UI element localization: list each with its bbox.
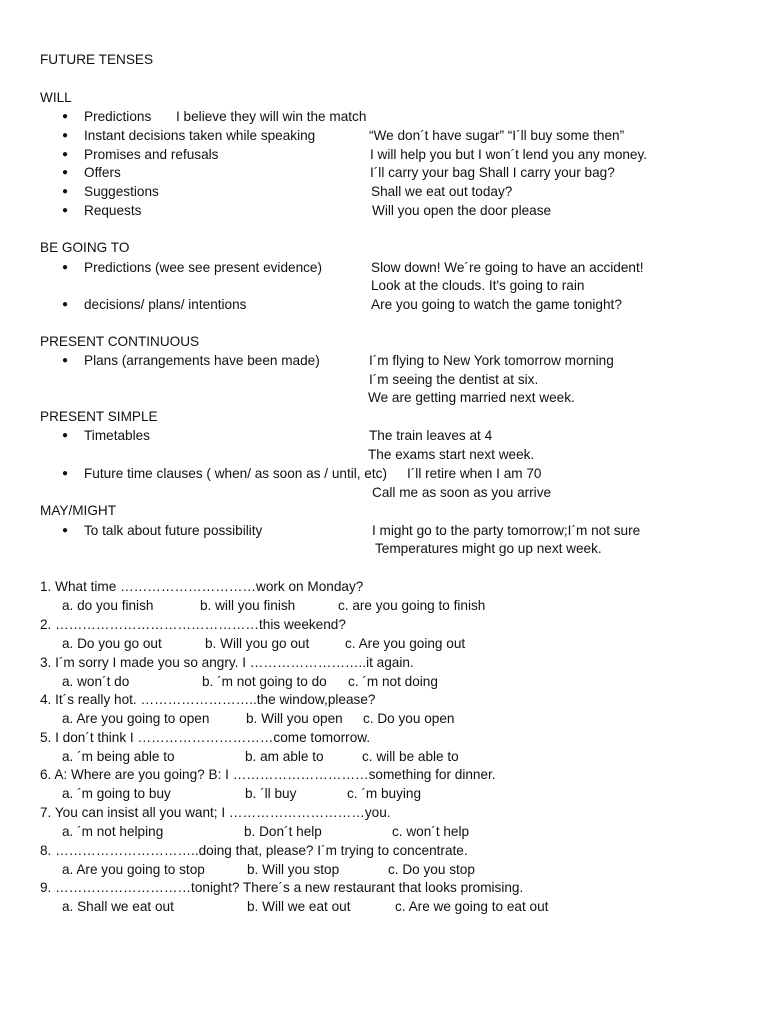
use-example: Will you open the door please <box>372 203 552 218</box>
exercise-option-c: c. Do you stop <box>388 862 475 877</box>
bullet-icon: ● <box>62 111 69 122</box>
exercise-option-a: a. won´t do <box>62 674 130 689</box>
use-example: I´ll carry your bag Shall I carry your bag? <box>370 165 615 180</box>
use-example: I´ll retire when I am 70 <box>407 466 542 481</box>
exercise-question: 9. …………………………tonight? There´s a new restaurant that looks promising. <box>40 880 524 895</box>
page-title: FUTURE TENSES <box>40 52 154 67</box>
use-label: Suggestions <box>84 184 159 199</box>
exercise-option-c: c. Are you going out <box>345 636 466 651</box>
exercise-option-a: a. Shall we eat out <box>62 899 174 914</box>
exercise-option-a: a. ´m going to buy <box>62 786 171 801</box>
bullet-icon: ● <box>62 262 69 273</box>
use-label: Predictions (wee see present evidence) <box>84 260 323 275</box>
exercise-option-c: c. won´t help <box>392 824 470 839</box>
heading-present-simple: PRESENT SIMPLE <box>40 409 158 424</box>
exercise-question: 4. It´s really hot. ……………………..the window,please? <box>40 692 376 707</box>
use-example: Are you going to watch the game tonight? <box>371 297 622 312</box>
exercise-option-a: a. ´m being able to <box>62 749 175 764</box>
use-example: Shall we eat out today? <box>371 184 513 199</box>
exercise-question: 7. You can insist all you want; I …………………………you. <box>40 805 391 820</box>
use-example: The exams start next week. <box>368 447 535 462</box>
use-label: decisions/ plans/ intentions <box>84 297 247 312</box>
exercise-question: 5. I don´t think I …………………………come tomorrow. <box>40 730 371 745</box>
exercise-option-b: b. ´m not going to do <box>202 674 327 689</box>
exercise-option-c: c. ´m buying <box>347 786 422 801</box>
use-label: To talk about future possibility <box>84 523 263 538</box>
bullet-icon: ● <box>62 149 69 160</box>
heading-will: WILL <box>40 90 72 105</box>
exercise-option-b: b. am able to <box>245 749 324 764</box>
exercise-option-a: a. ´m not helping <box>62 824 164 839</box>
use-example: I believe they will win the match <box>176 109 367 124</box>
bullet-icon: ● <box>62 205 69 216</box>
exercise-option-c: c. are you going to finish <box>338 598 486 613</box>
exercise-option-b: b. ´ll buy <box>245 786 297 801</box>
use-label: Predictions <box>84 109 152 124</box>
heading-may-might: MAY/MIGHT <box>40 503 117 518</box>
use-label: Offers <box>84 165 121 180</box>
heading-going-to: BE GOING TO <box>40 240 130 255</box>
exercise-option-b: b. Will you stop <box>247 862 340 877</box>
bullet-icon: ● <box>62 525 69 536</box>
use-label: Requests <box>84 203 142 218</box>
use-example: The train leaves at 4 <box>369 428 493 443</box>
exercise-option-c: c. Do you open <box>363 711 455 726</box>
exercise-option-a: a. Are you going to stop <box>62 862 205 877</box>
use-example: “We don´t have sugar” “I´ll buy some then” <box>369 128 625 143</box>
exercise-option-b: b. Will you go out <box>205 636 310 651</box>
exercise-question: 6. A: Where are you going? B: I …………………………something for dinner. <box>40 767 496 782</box>
bullet-icon: ● <box>62 468 69 479</box>
exercise-option-b: b. Will you open <box>246 711 343 726</box>
exercise-question: 8. …………………………..doing that, please? I´m trying to concentrate. <box>40 843 468 858</box>
exercise-question: 2. ………………………………………this weekend? <box>40 617 346 632</box>
exercise-option-a: a. Do you go out <box>62 636 162 651</box>
use-example: I will help you but I won´t lend you any money. <box>370 147 648 162</box>
exercise-option-c: c. will be able to <box>362 749 459 764</box>
use-example: I´m seeing the dentist at six. <box>369 372 539 387</box>
bullet-icon: ● <box>62 130 69 141</box>
use-example: I´m flying to New York tomorrow morning <box>369 353 614 368</box>
exercise-option-b: b. Don´t help <box>244 824 322 839</box>
bullet-icon: ● <box>62 186 69 197</box>
bullet-icon: ● <box>62 355 69 366</box>
use-example: Look at the clouds. It's going to rain <box>371 278 585 293</box>
exercise-option-b: b. will you finish <box>200 598 296 613</box>
use-label: Instant decisions taken while speaking <box>84 128 316 143</box>
bullet-icon: ● <box>62 299 69 310</box>
use-example: Temperatures might go up next week. <box>375 541 602 556</box>
exercise-option-a: a. Are you going to open <box>62 711 210 726</box>
use-example: I might go to the party tomorrow;I´m not sure <box>372 523 641 538</box>
exercise-option-c: c. ´m not doing <box>348 674 438 689</box>
use-example: Slow down! We´re going to have an accident! <box>371 260 644 275</box>
heading-present-continuous: PRESENT CONTINUOUS <box>40 334 200 349</box>
exercise-option-a: a. do you finish <box>62 598 154 613</box>
use-example: Call me as soon as you arrive <box>372 485 552 500</box>
use-label: Plans (arrangements have been made) <box>84 353 320 368</box>
use-label: Future time clauses ( when/ as soon as / until, etc) <box>84 466 387 481</box>
exercise-option-b: b. Will we eat out <box>247 899 351 914</box>
exercise-question: 3. I´m sorry I made you so angry. I ……………………..it again. <box>40 655 414 670</box>
exercise-option-c: c. Are we going to eat out <box>395 899 549 914</box>
use-label: Promises and refusals <box>84 147 219 162</box>
use-label: Timetables <box>84 428 150 443</box>
use-example: We are getting married next week. <box>368 390 575 405</box>
exercise-question: 1. What time …………………………work on Monday? <box>40 579 364 594</box>
bullet-icon: ● <box>62 167 69 178</box>
bullet-icon: ● <box>62 430 69 441</box>
